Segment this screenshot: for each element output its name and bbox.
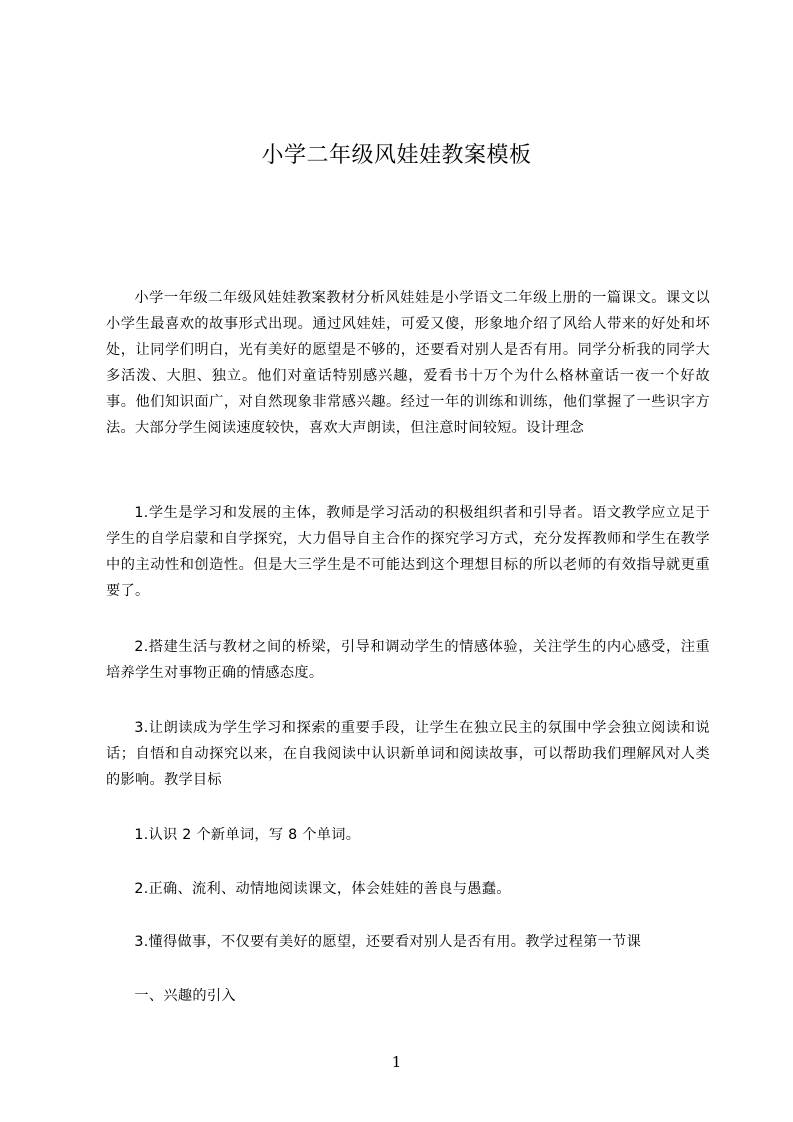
paragraph-text: 1.学生是学习和发展的主体，教师是学习活动的积极组织者和引导者。语文教学应立足于学生的自学启蒙和自学探究，大力倡导自主合作的探究学习方式，充分发挥教师和学生在教学中的主动性和创造性。但是大三学生是不可能达到这个理想目标的所以老师的有效指导就更重要了。 bbox=[106, 505, 710, 599]
paragraph-course-analysis bbox=[106, 285, 710, 441]
paragraph-text: 3.让朗读成为学生学习和探索的重要手段，让学生在独立民主的氛围中学会独立阅读和说话；自悟和自动探究以来，在自我阅读中认识新单词和阅读故事，可以帮助我们理解风对人类的影响。教学目标 bbox=[106, 720, 710, 788]
paragraph-text: 2.正确、流利、动情地阅读课文，体会娃娃的善良与愚蠢。 bbox=[134, 881, 511, 897]
document-title: 小学二年级风娃娃教案模板 bbox=[261, 143, 532, 168]
paragraph-concept-3 bbox=[106, 715, 710, 793]
paragraph-section-heading bbox=[106, 983, 710, 1009]
paragraph-goal-2 bbox=[106, 876, 710, 902]
page-number: 1 bbox=[391, 1053, 402, 1071]
paragraph-text: 小学一年级二年级风娃娃教案教材分析风娃娃是小学语文二年级上册的一篇课文。课文以小学生最喜欢的故事形式出现。通过风娃娃，可爱又傻，形象地介绍了风给人带来的好处和坏处，让同学们明白，光有美好的愿望是不够的，还要看对别人是否有用。同学分析我的同学大多活泼、大胆、独立。他们对童话特别感兴趣，爱看书十万个为什么格林童话一夜一个好故事。他们知识面广，对自然现象非常感兴趣。经过一年的训练和训练，他们掌握了一些识字方法。大部分学生阅读速度较快，喜欢大声朗读，但注意时间较短。设计理念 bbox=[106, 290, 710, 436]
paragraph-goal-1 bbox=[106, 822, 710, 848]
paragraph-text: 一、兴趣的引入 bbox=[134, 988, 236, 1004]
paragraph-concept-1 bbox=[106, 500, 710, 604]
paragraph-goal-3 bbox=[106, 929, 710, 955]
paragraph-text: 1.认识 2 个新单词，写 8 个单词。 bbox=[134, 827, 361, 843]
paragraph-text: 3.懂得做事，不仅要有美好的愿望，还要看对别人是否有用。教学过程第一节课 bbox=[134, 934, 642, 950]
paragraph-concept-2 bbox=[106, 634, 710, 686]
paragraph-text: 2.搭建生活与教材之间的桥梁，引导和调动学生的情感体验，关注学生的内心感受，注重培养学生对事物正确的情感态度。 bbox=[106, 639, 710, 681]
